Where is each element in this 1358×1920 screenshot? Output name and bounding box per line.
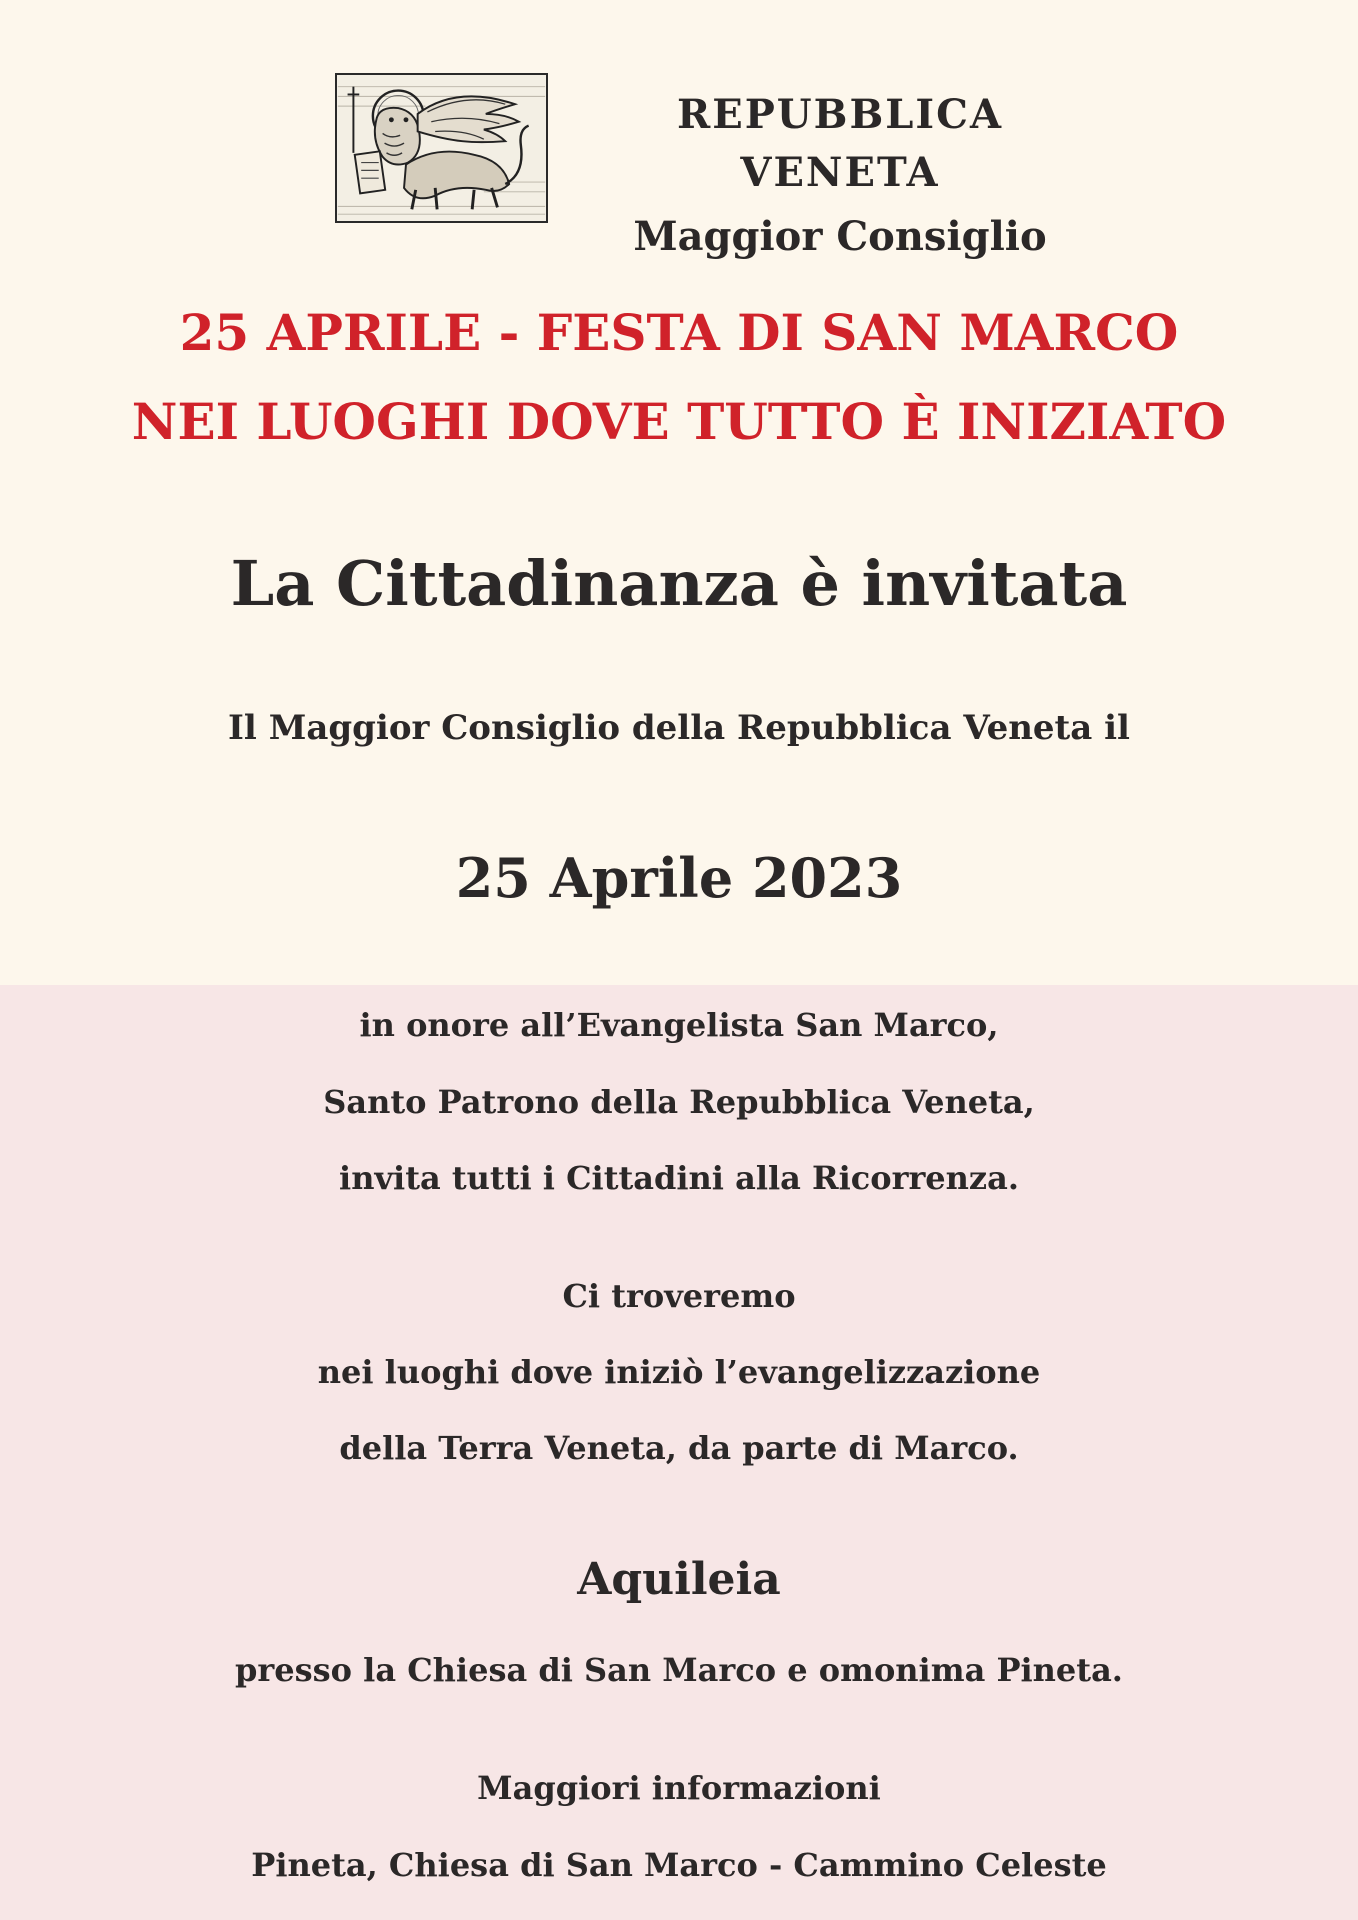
- paragraph-1-line-2: Santo Patrono della Repubblica Veneta,: [323, 1083, 1035, 1121]
- invitation-title: La Cittadinanza è invitata: [230, 547, 1128, 620]
- paragraph-1-line-1: in onore all’Evangelista San Marco,: [359, 1006, 999, 1044]
- invitation-intro: Il Maggior Consiglio della Repubblica Veneta il: [228, 708, 1130, 748]
- paragraph-2-line-2: nei luoghi dove iniziò l’evangelizzazione: [317, 1353, 1041, 1391]
- headline-line-2: NEI LUOGHI DOVE TUTTO È INIZIATO: [131, 392, 1227, 451]
- organization-header: [570, 86, 1110, 272]
- paragraph-2-line-1: Ci troveremo: [562, 1277, 796, 1315]
- event-date: 25 Aprile 2023: [455, 846, 903, 910]
- organization-body: Maggior Consiglio: [633, 213, 1047, 260]
- event-place-detail: presso la Chiesa di San Marco e omonima Pineta.: [235, 1651, 1123, 1689]
- info-text: Pineta, Chiesa di San Marco - Cammino Celeste: [251, 1846, 1107, 1884]
- info-title: Maggiori informazioni: [477, 1769, 881, 1807]
- paragraph-2-line-3: della Terra Veneta, da parte di Marco.: [339, 1429, 1019, 1467]
- event-place: Aquileia: [577, 1554, 781, 1605]
- organization-name: REPUBBLICA VENETA: [676, 91, 1003, 196]
- headline-line-1: 25 APRILE - FESTA DI SAN MARCO: [179, 303, 1179, 362]
- paragraph-1-line-3: invita tutti i Cittadini alla Ricorrenza.: [339, 1159, 1019, 1197]
- lion-of-saint-mark-woodcut-icon: [335, 73, 548, 223]
